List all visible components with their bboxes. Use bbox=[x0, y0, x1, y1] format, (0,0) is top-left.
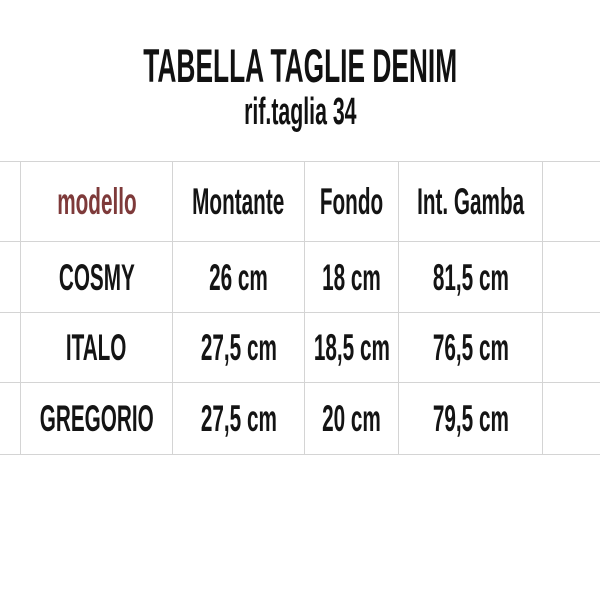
cell-row1-montante bbox=[173, 313, 304, 382]
cell-row1-int-gamba-text: 76,5 cm bbox=[432, 327, 509, 368]
cell-row2-montante bbox=[173, 383, 304, 454]
cell-row1-fondo bbox=[305, 313, 398, 382]
header-modello-text: modello bbox=[56, 181, 137, 222]
cell-row0-fondo-text: 18 cm bbox=[322, 256, 381, 298]
header-cell-fondo bbox=[305, 162, 398, 241]
cell-row2-fondo bbox=[305, 383, 398, 454]
cell-row0-montante bbox=[173, 242, 304, 312]
page-subtitle bbox=[0, 93, 600, 131]
header-montante-text: Montante bbox=[192, 181, 285, 222]
cell-row1-model bbox=[21, 313, 172, 382]
cell-row0-model bbox=[21, 242, 172, 312]
cell-row1-model-text: ITALO bbox=[66, 327, 127, 368]
cell-row2-model bbox=[21, 383, 172, 454]
header-fondo-text: Fondo bbox=[319, 181, 384, 222]
cell-row1-int-gamba bbox=[399, 313, 542, 382]
cell-row1-fondo-text: 18,5 cm bbox=[313, 327, 390, 368]
cell-row0-montante-text: 26 cm bbox=[209, 256, 268, 298]
grid-vline bbox=[542, 161, 543, 455]
cell-row0-int-gamba bbox=[399, 242, 542, 312]
page-subtitle-text: rif.taglia 34 bbox=[243, 91, 357, 133]
cell-row2-int-gamba-text: 79,5 cm bbox=[432, 398, 509, 439]
page-title bbox=[0, 39, 600, 92]
cell-row2-fondo-text: 20 cm bbox=[322, 398, 381, 439]
header-cell-montante bbox=[173, 162, 304, 241]
page-title-text: TABELLA TAGLIE DENIM bbox=[143, 39, 457, 92]
cell-row2-montante-text: 27,5 cm bbox=[200, 398, 277, 439]
cell-row0-model-text: COSMY bbox=[58, 256, 135, 298]
cell-row2-int-gamba bbox=[399, 383, 542, 454]
cell-row1-montante-text: 27,5 cm bbox=[200, 327, 277, 368]
header-cell-modello bbox=[21, 162, 172, 241]
grid-hline bbox=[0, 454, 600, 455]
cell-row0-int-gamba-text: 81,5 cm bbox=[432, 256, 509, 298]
header-int-gamba-text: Int. Gamba bbox=[416, 181, 525, 222]
header-cell-int-gamba bbox=[399, 162, 542, 241]
cell-row0-fondo bbox=[305, 242, 398, 312]
cell-row2-model-text: GREGORIO bbox=[39, 398, 154, 439]
